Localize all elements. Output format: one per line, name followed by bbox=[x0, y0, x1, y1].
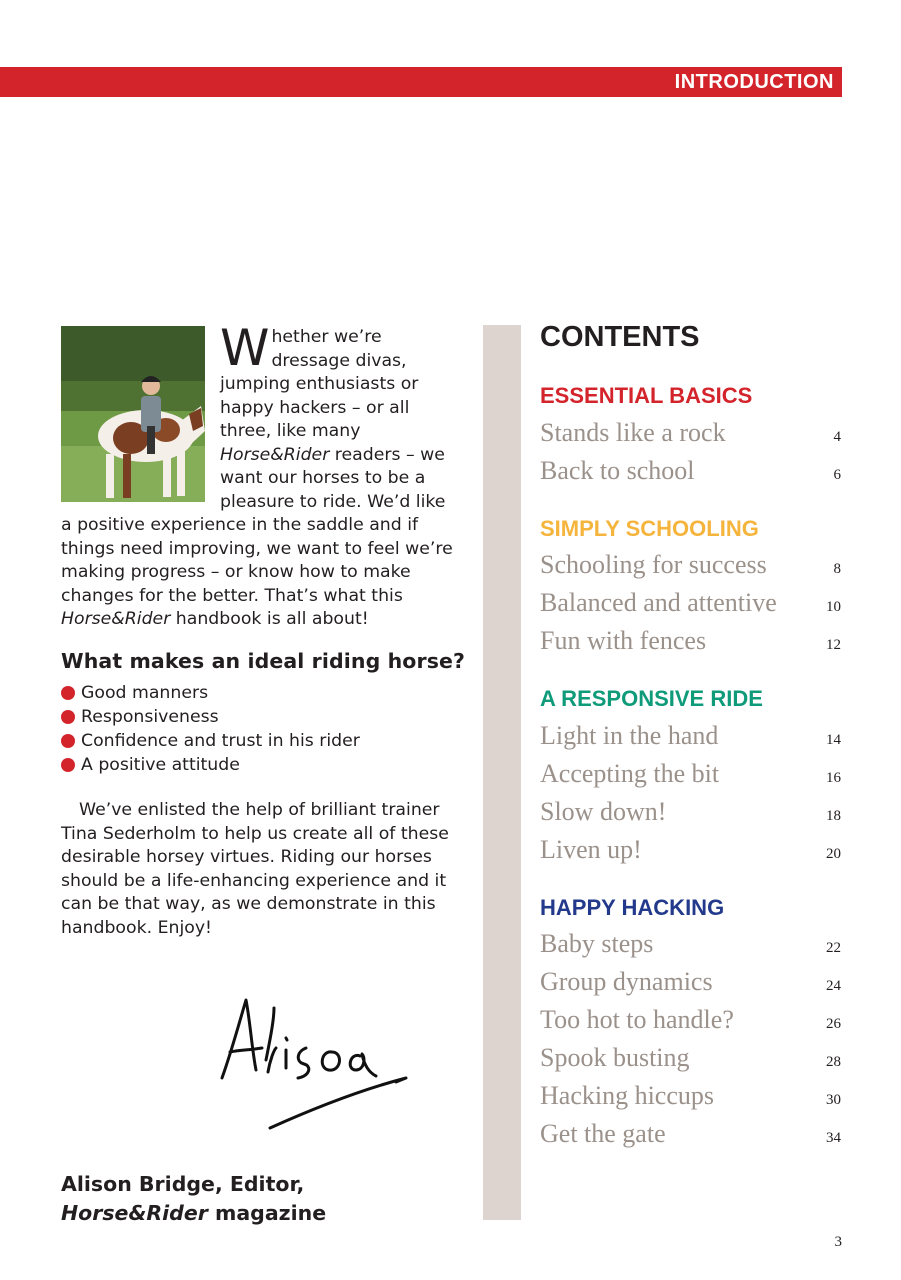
subheading: What makes an ideal riding horse? bbox=[61, 649, 465, 673]
intro-paragraph: Whether we’re dressage divas, jumping enthusiasts or happy hackers – or all three, like many Horse&Rider readers – we want our horses to be a pleasure to ride. We’d like a positive experience in the saddle and if things need improving, we want to feel we’re making progress – or know how to make changes for the better. That’s what this Horse&Rider handbook is all about! bbox=[61, 319, 453, 629]
bullet-icon bbox=[61, 734, 75, 748]
toc-entry[interactable]: Schooling for success 8 bbox=[540, 550, 841, 579]
toc-entry[interactable]: Light in the hand 14 bbox=[540, 721, 841, 750]
list-item: Responsiveness bbox=[61, 705, 360, 729]
toc-entry[interactable]: Fun with fences 12 bbox=[540, 626, 841, 655]
section-label: INTRODUCTION bbox=[674, 71, 834, 93]
list-item: Good manners bbox=[61, 681, 360, 705]
toc-entry[interactable]: Accepting the bit 16 bbox=[540, 759, 841, 788]
divider-strip bbox=[483, 325, 521, 1220]
section-heading: ESSENTIAL BASICS bbox=[540, 383, 753, 408]
toc-entry[interactable]: Liven up! 20 bbox=[540, 835, 841, 864]
section-heading: A RESPONSIVE RIDE bbox=[540, 686, 763, 711]
drop-cap: W bbox=[220, 319, 270, 377]
toc-entry[interactable]: Back to school 6 bbox=[540, 456, 841, 485]
contents-title: CONTENTS bbox=[540, 321, 700, 353]
editor-signoff: Alison Bridge, Editor, Horse&Rider magazine bbox=[61, 1172, 327, 1225]
signature bbox=[210, 990, 420, 1140]
toc-entry[interactable]: Too hot to handle? 26 bbox=[540, 1005, 841, 1034]
list-item: A positive attitude bbox=[61, 753, 360, 777]
section-banner bbox=[0, 67, 842, 97]
toc-entry[interactable]: Get the gate 34 bbox=[540, 1119, 841, 1148]
bullet-icon bbox=[61, 686, 75, 700]
body-paragraph: We’ve enlisted the help of brilliant trainer Tina Sederholm to help us create all of these desirable horsey virtues. Riding our horses should be a life-enhancing experience and it can be that way, as we demonstrate in this handbook. Enjoy! bbox=[61, 800, 449, 938]
section-heading: SIMPLY SCHOOLING bbox=[540, 516, 759, 541]
bullet-icon bbox=[61, 710, 75, 724]
toc-entry[interactable]: Balanced and attentive 10 bbox=[540, 588, 841, 617]
list-item: Confidence and trust in his rider bbox=[61, 729, 360, 753]
toc-entry[interactable]: Stands like a rock 4 bbox=[540, 418, 841, 447]
toc-entry[interactable]: Baby steps 22 bbox=[540, 929, 841, 958]
toc-entry[interactable]: Slow down! 18 bbox=[540, 797, 841, 826]
section-heading: HAPPY HACKING bbox=[540, 895, 725, 920]
bullet-list bbox=[61, 681, 360, 777]
toc-entry[interactable]: Hacking hiccups 30 bbox=[540, 1081, 841, 1110]
toc-entry[interactable]: Spook busting 28 bbox=[540, 1043, 841, 1072]
page-number: 3 bbox=[834, 1234, 842, 1250]
toc-entry[interactable]: Group dynamics 24 bbox=[540, 967, 841, 996]
bullet-icon bbox=[61, 758, 75, 772]
